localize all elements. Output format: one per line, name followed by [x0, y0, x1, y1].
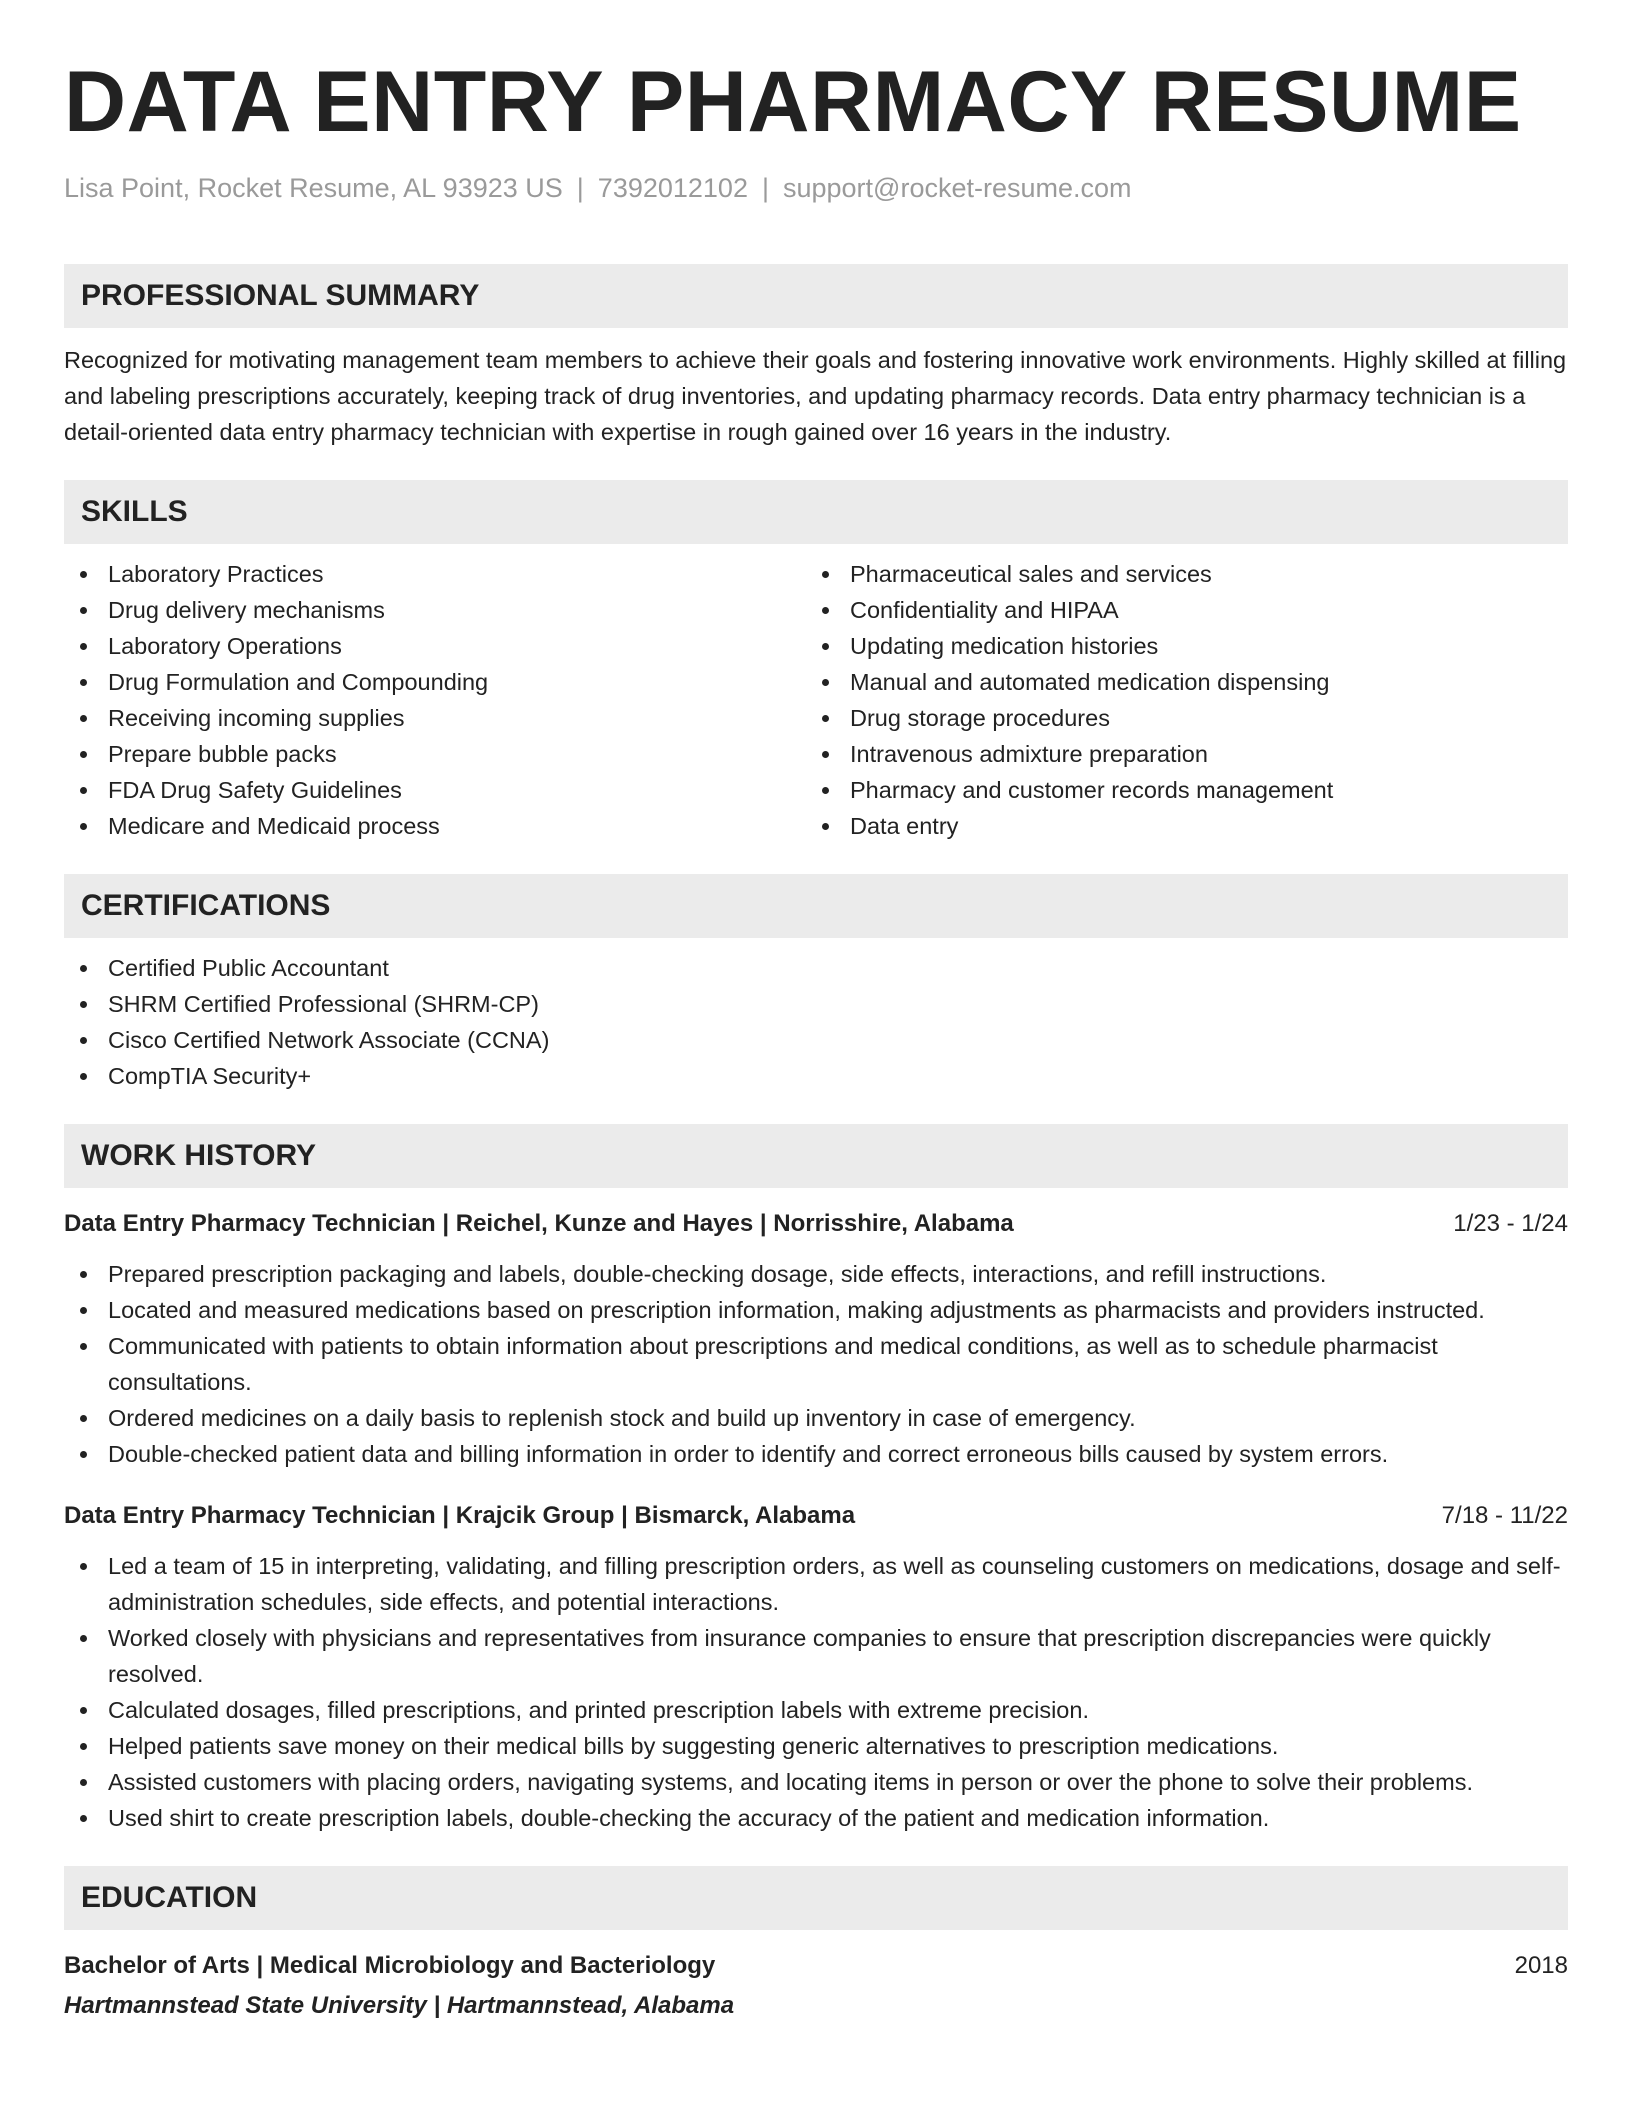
skills-grid	[64, 556, 1568, 844]
job-title: Data Entry Pharmacy Technician | Reichel, Kunze and Hayes | Norrisshire, Alabama	[64, 1210, 1014, 1237]
skill-item: Drug storage procedures	[806, 700, 1548, 736]
section-heading-certifications: CERTIFICATIONS	[64, 874, 1568, 938]
skills-list-right	[806, 556, 1548, 844]
section-heading-education: EDUCATION	[64, 1866, 1568, 1930]
job-header	[64, 1498, 1568, 1534]
skill-item: Pharmacy and customer records management	[806, 772, 1548, 808]
education-year: 2018	[1514, 1952, 1568, 1979]
contact-phone: 7392012102	[597, 173, 748, 203]
contact-email: support@rocket-resume.com	[782, 173, 1132, 203]
job-bullet: Double-checked patient data and billing information in order to identify and correct erroneous bills caused by system errors.	[64, 1436, 1568, 1472]
certification-item: SHRM Certified Professional (SHRM-CP)	[64, 986, 1568, 1022]
contact-address: Lisa Point, Rocket Resume, AL 93923 US	[64, 173, 563, 203]
skill-item: Confidentiality and HIPAA	[806, 592, 1548, 628]
contact-line	[64, 170, 1568, 206]
certifications-list	[64, 950, 1568, 1094]
section-heading-skills: SKILLS	[64, 480, 1568, 544]
contact-separator: |	[761, 173, 769, 203]
job-header	[64, 1206, 1568, 1242]
skills-list-left	[64, 556, 806, 844]
skill-item: Drug delivery mechanisms	[64, 592, 806, 628]
certification-item: CompTIA Security+	[64, 1058, 1568, 1094]
job-bullet: Used shirt to create prescription labels, double-checking the accuracy of the patient and medication information.	[64, 1800, 1568, 1836]
job-bullet: Ordered medicines on a daily basis to replenish stock and build up inventory in case of emergency.	[64, 1400, 1568, 1436]
job-bullet: Led a team of 15 in interpreting, validating, and filling prescription orders, as well as counseling customers on medications, dosage and self-administration schedules, side effects, and potential interactions.	[64, 1548, 1568, 1620]
skill-item: Receiving incoming supplies	[64, 700, 806, 736]
job-dates: 1/23 - 1/24	[1453, 1210, 1568, 1237]
job-bullets	[64, 1548, 1568, 1836]
job-dates: 7/18 - 11/22	[1441, 1502, 1568, 1529]
skill-item: Updating medication histories	[806, 628, 1548, 664]
skill-item: Manual and automated medication dispensing	[806, 664, 1548, 700]
job-title: Data Entry Pharmacy Technician | Krajcik Group | Bismarck, Alabama	[64, 1502, 856, 1529]
skill-item: Prepare bubble packs	[64, 736, 806, 772]
skill-item: Intravenous admixture preparation	[806, 736, 1548, 772]
education-school: Hartmannstead State University | Hartmannstead, Alabama	[64, 1992, 735, 2019]
resume-title: DATA ENTRY PHARMACY RESUME	[64, 54, 1522, 150]
education-row	[64, 1948, 1568, 1984]
job-bullet: Calculated dosages, filled prescriptions, and printed prescription labels with extreme precision.	[64, 1692, 1568, 1728]
skill-item: FDA Drug Safety Guidelines	[64, 772, 806, 808]
skill-item: Drug Formulation and Compounding	[64, 664, 806, 700]
job-bullet: Helped patients save money on their medical bills by suggesting generic alternatives to prescription medications.	[64, 1728, 1568, 1764]
skill-item: Laboratory Practices	[64, 556, 806, 592]
contact-separator: |	[576, 173, 584, 203]
summary-text: Recognized for motivating management team members to achieve their goals and fostering innovative work environments. Highly skilled at filling and labeling prescriptions accurately, keeping track of drug inventories, and updating pharmacy records. Data entry pharmacy technician is a detail-oriented data entry pharmacy technician with expertise in rough gained over 16 years in the industry.	[64, 347, 1567, 445]
skill-item: Laboratory Operations	[64, 628, 806, 664]
section-heading-summary: PROFESSIONAL SUMMARY	[64, 264, 1568, 328]
skill-item: Medicare and Medicaid process	[64, 808, 806, 844]
job-bullet: Prepared prescription packaging and labels, double-checking dosage, side effects, interactions, and refill instructions.	[64, 1256, 1568, 1292]
section-heading-work-history: WORK HISTORY	[64, 1124, 1568, 1188]
job-entry	[64, 1498, 1568, 1836]
job-entry	[64, 1206, 1568, 1472]
education-degree: Bachelor of Arts | Medical Microbiology and Bacteriology	[64, 1952, 716, 1979]
certification-item: Certified Public Accountant	[64, 950, 1568, 986]
job-bullets	[64, 1256, 1568, 1472]
certification-item: Cisco Certified Network Associate (CCNA)	[64, 1022, 1568, 1058]
job-bullet: Located and measured medications based on prescription information, making adjustments as pharmacists and providers instructed.	[64, 1292, 1568, 1328]
skill-item: Pharmaceutical sales and services	[806, 556, 1548, 592]
job-bullet: Communicated with patients to obtain information about prescriptions and medical conditions, as well as to schedule pharmacist consultations.	[64, 1328, 1568, 1400]
skill-item: Data entry	[806, 808, 1548, 844]
job-bullet: Assisted customers with placing orders, navigating systems, and locating items in person or over the phone to solve their problems.	[64, 1764, 1568, 1800]
job-bullet: Worked closely with physicians and representatives from insurance companies to ensure that prescription discrepancies were quickly resolved.	[64, 1620, 1568, 1692]
